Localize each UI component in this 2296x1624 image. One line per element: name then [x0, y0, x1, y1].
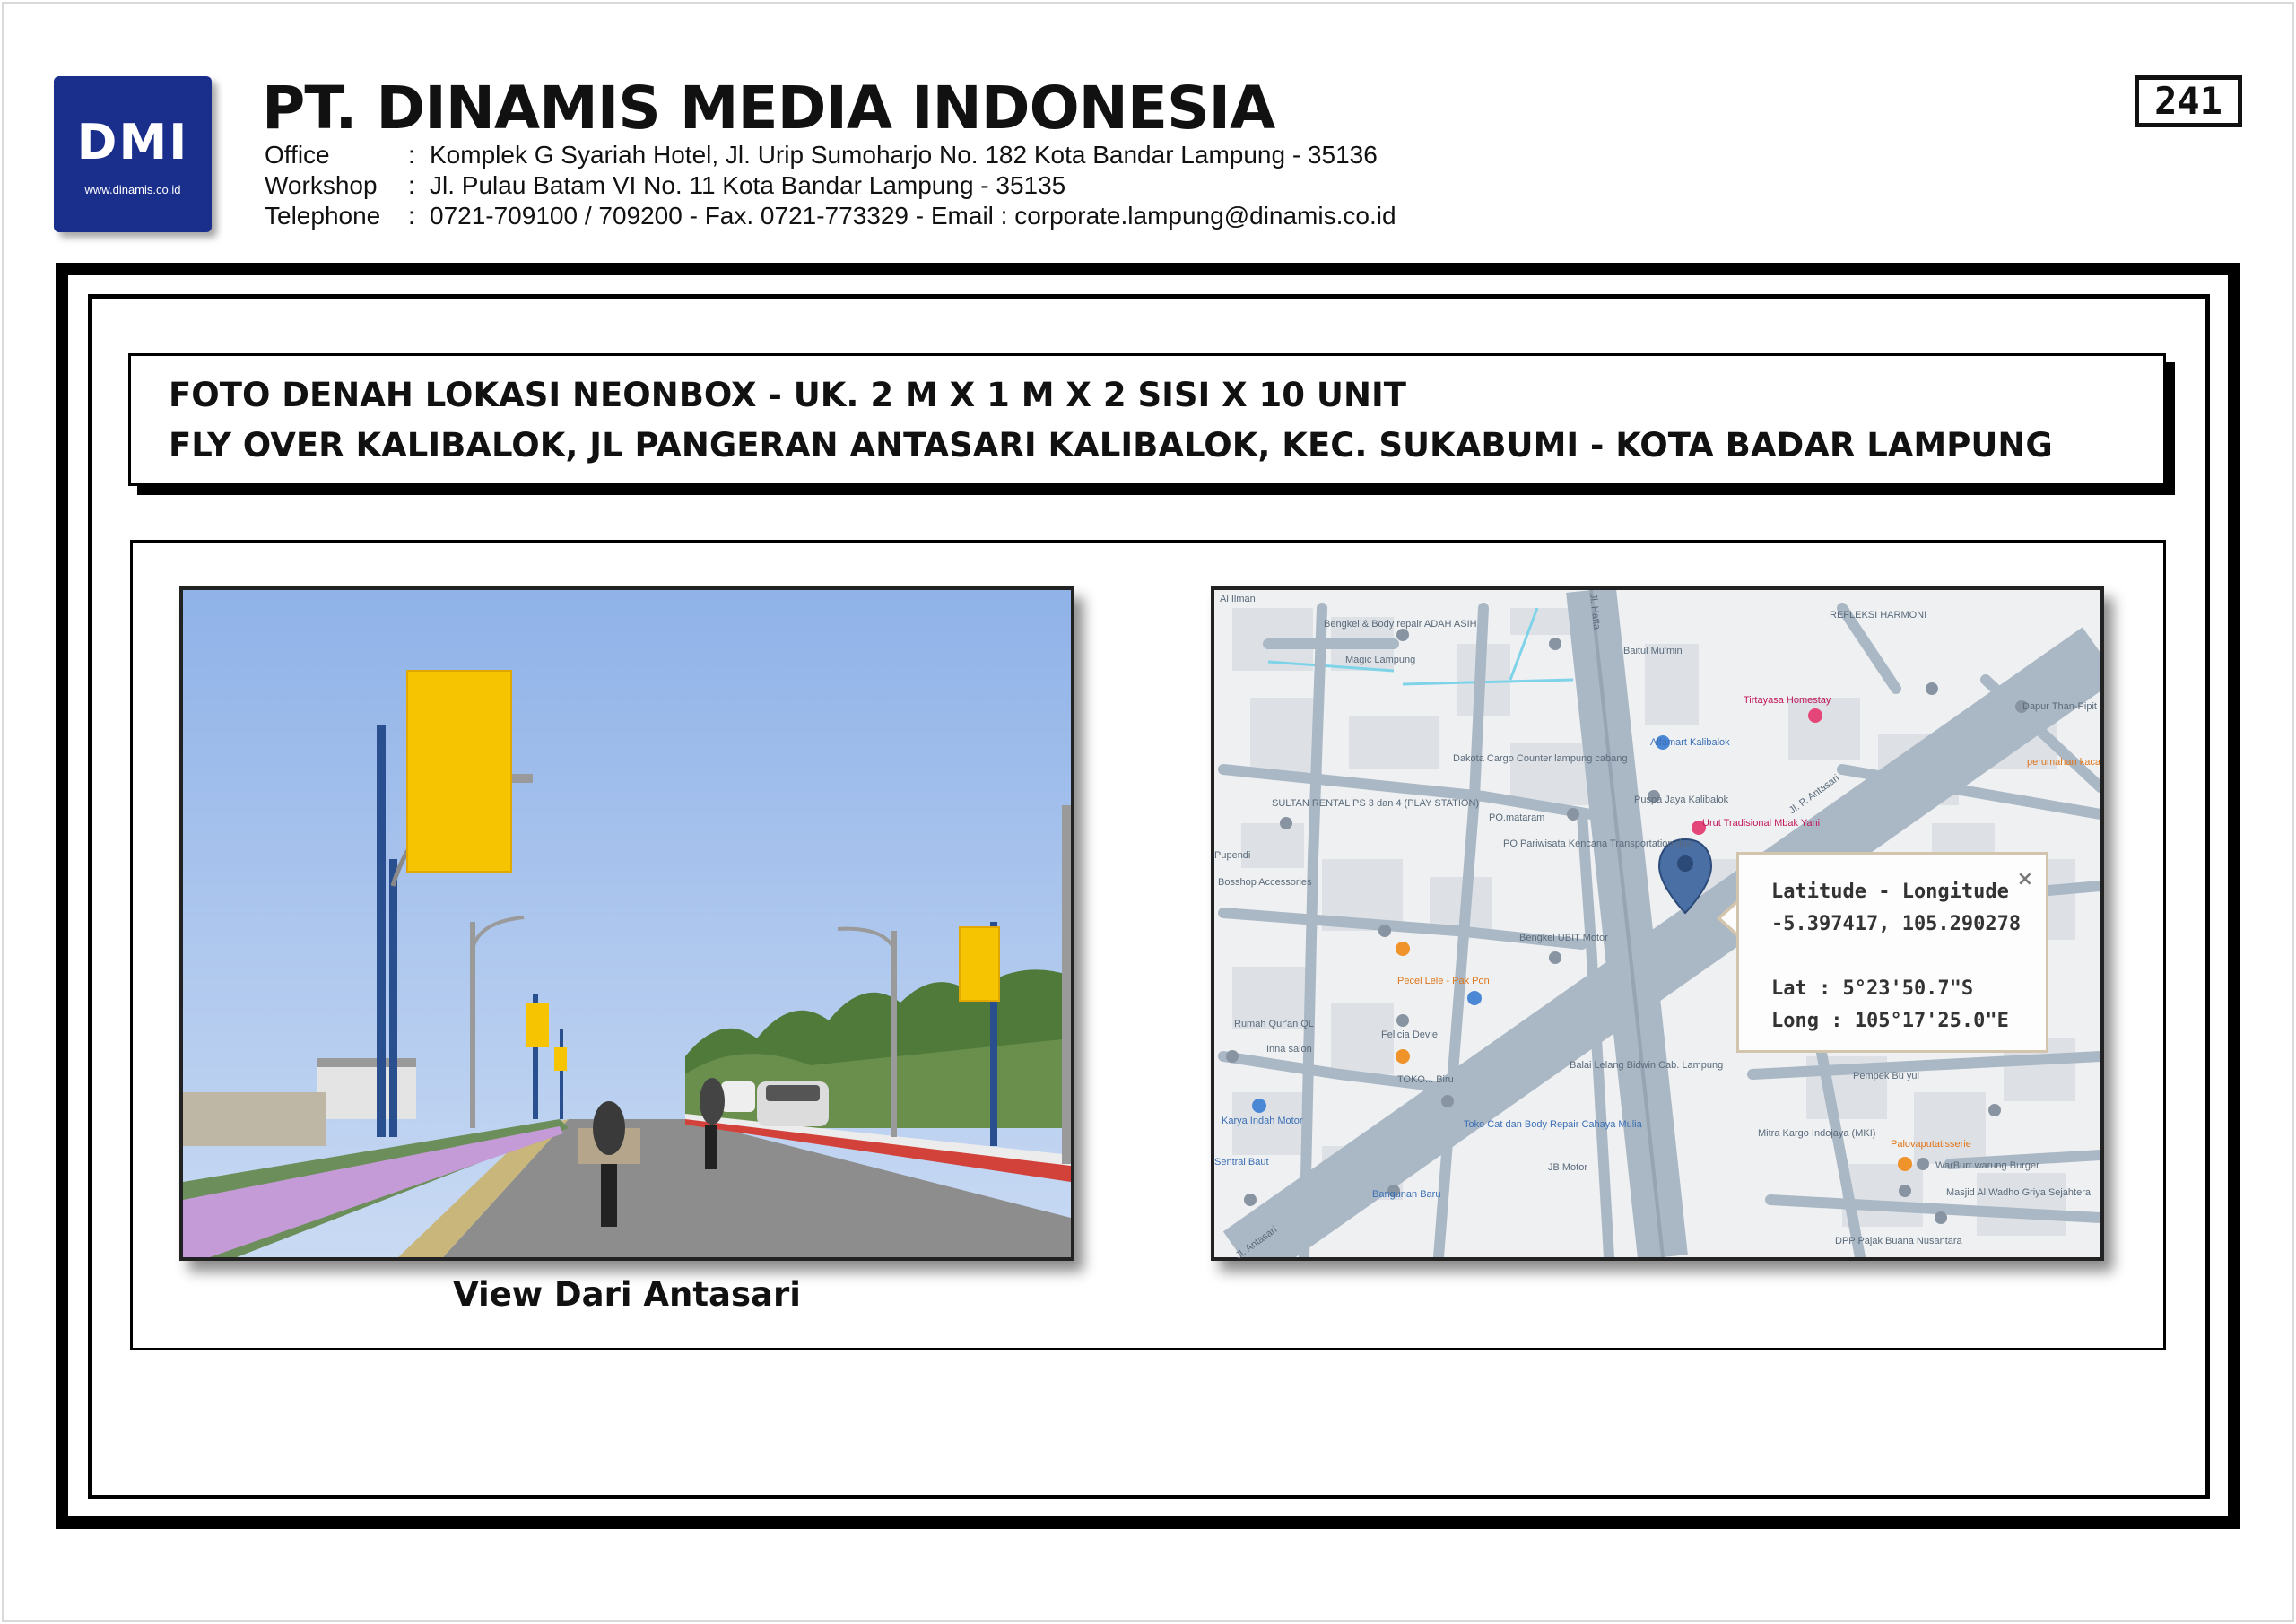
- map-label: TOKO... Biru: [1397, 1074, 1454, 1085]
- contact-colon: :: [408, 202, 415, 230]
- motorcycle: [705, 1125, 718, 1169]
- contact-row-telephone: [265, 201, 1396, 231]
- map-label: Palovaputatisserie: [1891, 1139, 1971, 1150]
- neonbox: [960, 927, 999, 1001]
- map-label: Bengkel UBIT Motor: [1519, 933, 1608, 943]
- map-label: perumahan kaca: [2027, 757, 2100, 768]
- map-label: Bangunan Baru: [1372, 1189, 1441, 1200]
- neonbox: [554, 1047, 567, 1071]
- map-label: Jl. Antasari: [1233, 1224, 1280, 1262]
- map-label: Pecel Lele - Pak Pon: [1397, 976, 1490, 986]
- map-label: Inna salon: [1266, 1044, 1312, 1055]
- pole: [560, 1029, 563, 1119]
- pole: [377, 725, 386, 1137]
- contact-row-office: [265, 140, 1396, 170]
- map-label: Felicia Devie: [1381, 1029, 1438, 1040]
- neonbox: [407, 671, 511, 872]
- contact-value: 0721-709100 / 709200 - Fax. 0721-773329 - Email : corporate.lampung@dinamis.co.id: [430, 202, 1396, 230]
- motorcycle: [601, 1164, 617, 1227]
- contact-label: Office: [265, 141, 330, 169]
- page-number: 241: [2135, 75, 2242, 127]
- map-label: JB Motor: [1548, 1162, 1588, 1173]
- contact-colon: :: [408, 171, 415, 199]
- poi-marker-blue: [1252, 1099, 1266, 1113]
- pole: [891, 931, 897, 1137]
- rider: [593, 1101, 625, 1155]
- map-label: Bengkel & Body repair ADAH ASIH: [1324, 619, 1477, 630]
- map-label: Magic Lampung: [1345, 655, 1416, 665]
- contact-label: Workshop: [265, 171, 378, 199]
- poi-marker-orange: [1898, 1157, 1912, 1171]
- rider: [700, 1078, 725, 1125]
- map-label: PO Pariwisata Kencana Transportation dan: [1503, 838, 1692, 849]
- title-line-1: FOTO DENAH LOKASI NEONBOX - UK. 2 M X 1 M X 2 SISI X 10 UNIT: [169, 376, 1406, 414]
- coord-decimal: -5.397417, 105.290278: [1771, 913, 2022, 935]
- neonbox: [526, 1003, 549, 1047]
- close-icon[interactable]: ×: [2016, 868, 2033, 890]
- poi-marker-orange: [1396, 1049, 1410, 1064]
- building-roof: [317, 1058, 416, 1067]
- photo-caption: View Dari Antasari: [453, 1275, 801, 1314]
- map-label: Baitul Mu'min: [1623, 646, 1683, 656]
- contact-value: Jl. Pulau Batam VI No. 11 Kota Bandar Lampung - 35135: [430, 171, 1066, 199]
- map-label: Al Ilman: [1220, 594, 1256, 604]
- map-label: Dapur Than-Pipit: [2022, 701, 2097, 712]
- map-label: Urut Tradisional Mbak Yani: [1702, 818, 1821, 829]
- contact-value: Komplek G Syariah Hotel, Jl. Urip Sumoharjo No. 182 Kota Bandar Lampung - 35136: [430, 141, 1378, 169]
- poi-marker-orange: [1396, 942, 1410, 956]
- map-label: Puspa Jaya Kalibalok: [1634, 795, 1729, 805]
- map-label: Dakota Cargo Counter lampung cabang: [1453, 753, 1628, 764]
- pole: [470, 922, 475, 1128]
- photo-illustration: [183, 590, 1071, 1257]
- map-label: WarBurr warung Burger: [1935, 1160, 2039, 1171]
- map-label: DPP Pajak Buana Nusantara: [1835, 1236, 1962, 1246]
- map-label: Mitra Kargo Indojaya (MKI): [1758, 1128, 1876, 1139]
- map-label: Tirtayasa Homestay: [1744, 695, 1831, 706]
- location-photo: [179, 586, 1074, 1261]
- coord-long: Long : 105°17'25.0"E: [1771, 1010, 2009, 1032]
- car: [721, 1081, 755, 1112]
- contact-row-workshop: [265, 170, 1396, 201]
- contact-label: Telephone: [265, 202, 381, 230]
- map-label: Jl. Hatta: [1587, 593, 1603, 630]
- map-label: Bosshop Accessories: [1218, 877, 1312, 888]
- map-label: Pupendi: [1214, 850, 1251, 861]
- title-box: [128, 353, 2166, 486]
- contact-block: [265, 140, 1396, 231]
- pin-center: [1677, 855, 1693, 872]
- map-label: Masjid Al Wadho Griya Sejahtera: [1946, 1187, 2091, 1198]
- logo-text: DMI: [76, 114, 189, 170]
- coord-lat: Lat : 5°23'50.7"S: [1771, 977, 1974, 1000]
- map-label: Karya Indah Motor: [1222, 1116, 1303, 1126]
- map-label: REFLEKSI HARMONI: [1830, 610, 1927, 621]
- map-label: Toko Cat dan Body Repair Cahaya Mulia: [1464, 1119, 1642, 1130]
- map-label: SULTAN RENTAL PS 3 dan 4 (PLAY STATION): [1272, 798, 1480, 809]
- building: [317, 1065, 416, 1119]
- map-label: Sentral Baut: [1214, 1157, 1269, 1168]
- pole: [1062, 805, 1071, 1164]
- building: [183, 1092, 326, 1146]
- poi-marker-blue: [1467, 991, 1482, 1005]
- map-label: Balai Lelang Bidwin Cab. Lampung: [1570, 1060, 1724, 1071]
- coord-title: Latitude - Longitude: [1771, 881, 2009, 903]
- map-label: Jl. P. Antasari: [1787, 772, 1842, 817]
- company-logo: [54, 76, 212, 232]
- coord-gap: [1771, 941, 2046, 973]
- poi-marker-pink: [1808, 708, 1822, 723]
- title-line-2: FLY OVER KALIBALOK, JL PANGERAN ANTASARI KALIBALOK, KEC. SUKABUMI - KOTA BADAR LAMPUNG: [169, 426, 2053, 465]
- coordinate-info-box: [1736, 852, 2048, 1053]
- logo-url: www.dinamis.co.id: [84, 183, 181, 196]
- map-label: Pempek Bu yul: [1853, 1071, 1919, 1081]
- pole: [389, 859, 397, 1137]
- map-label: PO.mataram: [1489, 812, 1545, 823]
- contact-colon: :: [408, 141, 415, 169]
- car-window: [766, 1085, 820, 1101]
- map-label: Rumah Qur'an QL: [1234, 1019, 1314, 1029]
- map-label: Alfamart Kalibalok: [1650, 737, 1730, 748]
- company-name: PT. DINAMIS MEDIA INDONESIA: [262, 74, 1275, 143]
